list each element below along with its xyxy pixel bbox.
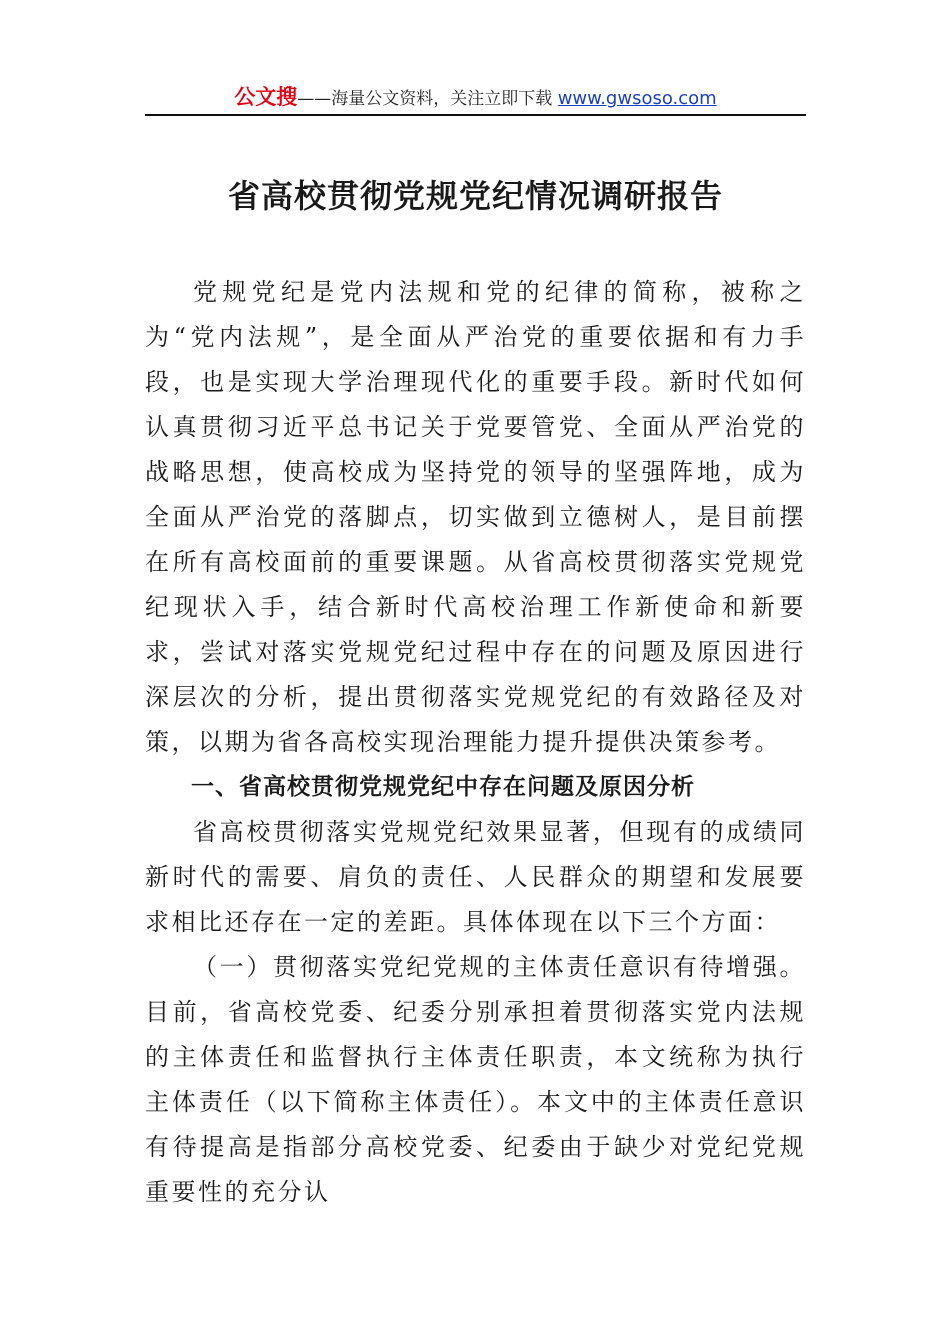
document-body xyxy=(145,270,806,1215)
brand-logo-text: 公文搜 xyxy=(234,85,298,109)
header-tagline: ——海量公文资料，关注立即下载 xyxy=(297,89,553,109)
section-paragraph: 省高校贯彻落实党规党纪效果显著，但现有的成绩同新时代的需要、肩负的责任、人民群众的期望和发展要求相比还存在一定的差距。具体体现在以下三个方面： xyxy=(145,818,806,936)
subsection-paragraph: （一）贯彻落实党纪党规的主体责任意识有待增强。目前，省高校党委、纪委分别承担着贯彻落实党内法规的主体责任和监督执行主体责任职责，本文统称为执行主体责任（以下简称主体责任）。本文中的主体责任意识有待提高是指部分高校党委、纪委由于缺少对党纪党规重要性的充分认 xyxy=(145,953,806,1206)
header-divider xyxy=(145,114,806,116)
page-header xyxy=(145,82,806,112)
section-heading: 一、省高校贯彻党规党纪中存在问题及原因分析 xyxy=(191,774,695,800)
document-title: 省高校贯彻党规党纪情况调研报告 xyxy=(227,177,723,215)
website-link[interactable]: www.gwsoso.com xyxy=(557,88,717,109)
intro-paragraph: 党规党纪是党内法规和党的纪律的简称，被称之为“党内法规”，是全面从严治党的重要依据和有力手段，也是实现大学治理现代化的重要手段。新时代如何认真贯彻习近平总书记关于党要管党、全面从严治党的战略思想，使高校成为坚持党的领导的坚强阵地，成为全面从严治党的落脚点，切实做到立德树人，是目前摆在所有高校面前的重要课题。从省高校贯彻落实党规党纪现状入手，结合新时代高校治理工作新使命和新要求，尝试对落实党规党纪过程中存在的问题及原因进行深层次的分析，提出贯彻落实党规党纪的有效路径及对策，以期为省各高校实现治理能力提升提供决策参考。 xyxy=(145,278,806,756)
